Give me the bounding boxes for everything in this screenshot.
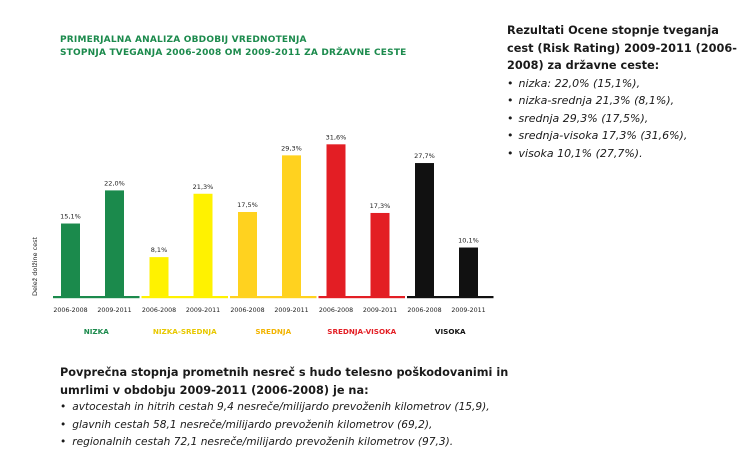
data-label: 10,1% [458, 236, 479, 245]
risk-rating-heading: Rezultati Ocene stopnje tveganja cest (Risk Rating) 2009-2011 (2006-2008) za državne ceste: [507, 24, 737, 72]
data-label: 22,0% [104, 179, 125, 188]
risk-rating-item: • srednja-visoka 17,3% (31,6%), [507, 127, 739, 145]
period-tick-label: 2009-2011 [274, 307, 309, 314]
accident-rate-item: • glavnih cestah 58,1 nesreče/milijardo prevoženih kilometrov (69,2), [60, 417, 530, 435]
accident-rate-summary [60, 364, 530, 452]
accident-rate-heading: Povprečna stopnja prometnih nesreč s hudo telesno poškodovanimi in umrlimi v obdobju 2009-2011 (2006-2008) je na: [60, 366, 509, 397]
period-tick-label: 2006-2008 [407, 307, 442, 314]
data-label: 17,3% [369, 201, 391, 210]
period-tick-label: 2009-2011 [97, 307, 132, 314]
accident-rate-list [60, 399, 530, 452]
category-band [407, 296, 494, 298]
bar [415, 163, 434, 296]
bar [150, 257, 169, 296]
category-band [230, 296, 317, 298]
bar [371, 213, 390, 296]
category-label: NIZKA [83, 327, 109, 336]
period-tick-label: 2009-2011 [362, 307, 398, 314]
period-tick-label: 2009-2011 [451, 307, 486, 314]
chart-title-line-1: PRIMERJALNA ANALIZA OBDOBIJ VREDNOTENJA [60, 35, 307, 45]
bar [327, 144, 346, 296]
period-tick-label: 2006-2008 [230, 307, 265, 314]
category-band [53, 296, 140, 298]
category-band [319, 296, 406, 298]
bar [282, 155, 301, 296]
risk-rating-list [507, 75, 739, 163]
risk-rating-item: • nizka-srednja 21,3% (8,1%), [507, 92, 739, 110]
data-label: 17,5% [237, 201, 258, 209]
accident-rate-item: • regionalnih cestah 72,1 nesreče/milijardo prevoženih kilometrov (97,3). [60, 434, 530, 452]
category-label: NIZKA-SREDNJA [152, 327, 217, 336]
risk-rating-item: • srednja 29,3% (17,5%), [507, 110, 739, 128]
data-label: 8,1% [150, 246, 168, 255]
bar [238, 212, 257, 296]
data-label: 27,7% [414, 152, 435, 161]
bar [194, 194, 213, 296]
period-tick-label: 2009-2011 [185, 307, 221, 314]
risk-rating-summary [507, 22, 739, 162]
category-band [142, 296, 229, 298]
period-tick-label: 2006-2008 [53, 307, 88, 314]
category-label: SREDNJA [255, 327, 292, 336]
data-label: 31,6% [325, 133, 347, 142]
bar [459, 248, 478, 296]
category-label: VISOKA [434, 327, 466, 336]
chart-title-line-2: STOPNJA TVEGANJA 2006-2008 OM 2009-2011 ZA DRŽAVNE CESTE [60, 48, 407, 58]
period-tick-label: 2006-2008 [318, 307, 354, 314]
bar [61, 224, 80, 296]
data-label: 15,1% [60, 212, 81, 221]
data-label: 29,3% [281, 144, 302, 153]
category-label: SREDNJA-VISOKA [327, 327, 397, 336]
y-axis-label: Delež dolžine cest [31, 236, 39, 296]
risk-rating-item: • visoka 10,1% (27,7%). [507, 145, 739, 163]
data-label: 21,3% [192, 182, 214, 191]
risk-rating-item: • nizka: 22,0% (15,1%), [507, 75, 739, 93]
bar [105, 190, 124, 296]
accident-rate-item: • avtocestah in hitrih cestah 9,4 nesreče/milijardo prevoženih kilometrov (15,9), [60, 399, 530, 417]
period-tick-label: 2006-2008 [141, 307, 177, 314]
